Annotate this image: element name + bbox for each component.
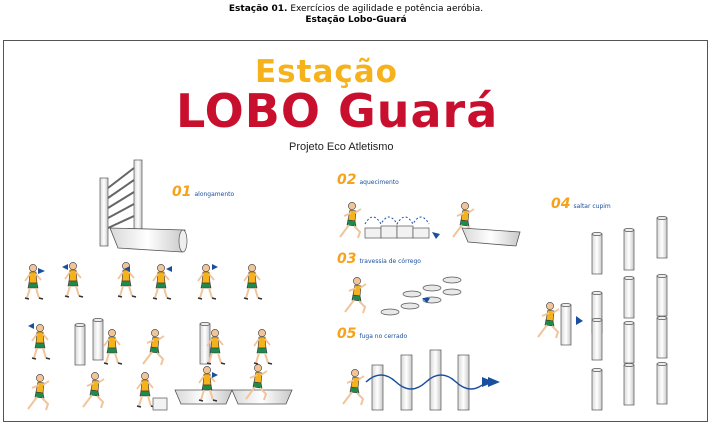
step-label: alongamento xyxy=(194,191,235,198)
step-label: travessia de córrego xyxy=(359,258,421,265)
steps-blocks-illustration xyxy=(365,226,429,238)
step-number: 05 xyxy=(337,326,357,342)
log-trough-illustration xyxy=(110,228,187,252)
step-label: aquecimento xyxy=(359,179,399,186)
step-number: 04 xyxy=(551,196,571,212)
step-label: fuga no cerrado xyxy=(359,333,408,340)
brand-title-lobo-guara: LOBO Guará xyxy=(176,84,499,138)
caption-text: Exercícios de agilidade e potência aeróbia. xyxy=(287,4,484,14)
brand-title-estacao: Estação xyxy=(255,54,398,90)
step-label: saltar cupim xyxy=(573,203,611,210)
step-number: 02 xyxy=(337,172,357,188)
step-number: 03 xyxy=(337,251,357,267)
termite-mound-poles-illustration xyxy=(592,216,667,410)
caption-bold: Estação 01. xyxy=(228,4,288,14)
figure-caption-line2: Estação Lobo-Guará xyxy=(305,15,407,25)
poster-subtitle: Projeto Eco Atletismo xyxy=(289,141,394,153)
posts-illustration xyxy=(75,318,103,365)
step-number: 01 xyxy=(172,184,192,200)
stepping-stones-illustration xyxy=(381,277,461,315)
